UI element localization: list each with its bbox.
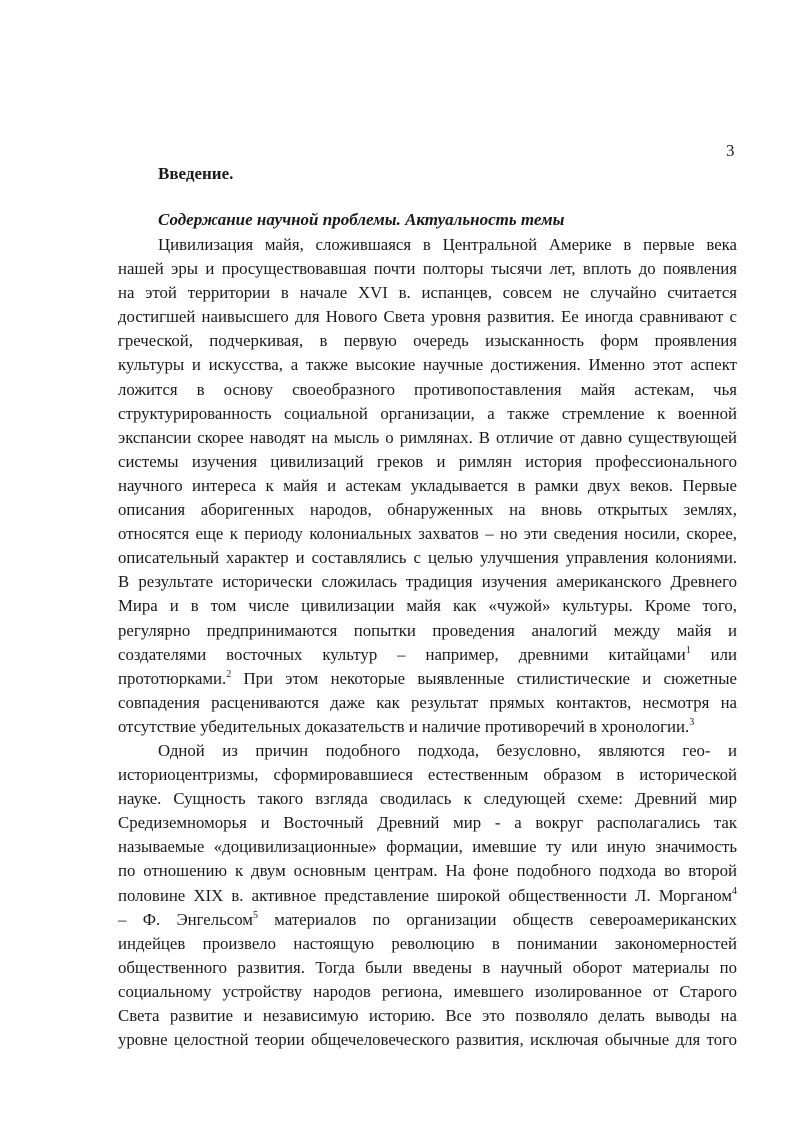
text-line-content: научного интереса к майя и астекам укладывается в рамки двух веков. Первые [118, 475, 737, 495]
text-line-content: индейцев произвело настоящую революцию в понимании закономерностей [118, 933, 737, 953]
text-line-content: – Ф. Энгельсом [118, 909, 253, 929]
text-line [118, 546, 737, 570]
text-line-continuation: При этом некоторые выявленные стилистические и сюжетные [231, 668, 737, 688]
text-line [118, 402, 737, 426]
text-line-content: историоцентризмы, сформировавшиеся естественным образом в исторической [118, 765, 737, 785]
text-line-content: В результате исторически сложилась традиция изучения американского Древнего [118, 572, 737, 592]
text-line-content: культуры и искусства, а также высокие научные достижения. Именно этот аспект [118, 355, 737, 375]
text-line [118, 305, 737, 329]
text-line [118, 594, 737, 618]
text-line [118, 329, 737, 353]
text-line [118, 667, 737, 691]
text-line [118, 835, 737, 859]
footnote-marker: 1 [685, 644, 691, 656]
text-line-content: социальному устройству народов региона, имевшего изолированное от Старого [118, 981, 737, 1001]
text-line-content: Средиземноморья и Восточный Древний мир - а вокруг располагались так [118, 813, 737, 833]
text-line-content: греческой, подчеркивая, в первую очередь изысканность форм проявления [118, 331, 737, 351]
text-line [118, 474, 737, 498]
text-line-content: структурированность социальной организации, а также стремление к военной [118, 403, 737, 423]
text-line [118, 932, 737, 956]
text-line [118, 811, 737, 835]
text-line-content: прототюрками. [118, 668, 227, 688]
text-line-content: нашей эры и просуществовавшая почти полторы тысячи лет, вплоть до появления [118, 259, 737, 279]
footnote-marker: 3 [689, 716, 695, 728]
text-line-content: Мира и в том числе цивилизации майя как «чужой» культуры. Кроме того, [118, 596, 737, 616]
section-heading: Введение. [158, 164, 234, 183]
text-line-content: ложится в основу своеобразного противопоставления майя астекам, чья [118, 379, 737, 399]
text-line-content: отсутствие убедительных доказательств и наличие противоречий в хронологии. [118, 716, 690, 736]
text-line [118, 1004, 737, 1028]
text-line [118, 426, 737, 450]
text-line-content: Одной из причин подобного подхода, безусловно, являются гео- и [158, 740, 737, 760]
text-line [118, 257, 737, 281]
text-line [118, 859, 737, 883]
text-line [118, 787, 737, 811]
text-line [118, 353, 737, 377]
text-line-content: экспансии скорее наводят на мысль о римлянах. В отличие от давно существующей [118, 427, 737, 447]
text-line-content: уровне целостной теории общечеловеческого развития, исключая обычные для того [118, 1030, 737, 1050]
text-line-content: относятся еще к периоду колониальных захватов – но эти сведения носили, скорее, [118, 524, 737, 544]
text-line [118, 956, 737, 980]
text-line-content: по отношению к двум основным центрам. На фоне подобного подхода во второй [118, 861, 737, 881]
text-line-content: регулярно предпринимаются попытки проведения аналогий между майя и [118, 620, 737, 640]
text-line-content: на этой территории в начале XVI в. испанцев, совсем не случайно считается [118, 283, 737, 303]
page-number: 3 [726, 141, 735, 160]
text-line-content: называемые «доцивилизационные» формации, имевшие ту или иную значимость [118, 837, 737, 857]
text-line [118, 450, 737, 474]
text-line-content: Цивилизация майя, сложившаяся в Центральной Америке в первые века [158, 235, 737, 254]
footnote-marker: 5 [252, 909, 258, 921]
text-line-content: совпадения расцениваются даже как результат прямых контактов, несмотря на [118, 692, 737, 712]
text-line [118, 884, 737, 908]
text-line [118, 763, 737, 787]
text-line-content: науке. Сущность такого взгляда сводилась к следующей схеме: Древний мир [118, 789, 737, 809]
text-line [118, 619, 737, 643]
text-line-content: общественного развития. Тогда были введены в научный оборот материалы по [118, 957, 737, 977]
text-line [118, 715, 737, 739]
text-line [118, 1028, 737, 1052]
footnote-marker: 4 [732, 885, 737, 897]
text-line [118, 498, 737, 522]
text-line [118, 233, 737, 257]
text-line-content: системы изучения цивилизаций греков и римлян история профессионального [118, 451, 737, 471]
text-line [118, 980, 737, 1004]
text-line-content: описательный характер и составлялись с целью улучшения управления колониями. [118, 548, 737, 568]
text-line [118, 281, 737, 305]
text-line [118, 691, 737, 715]
text-line [118, 739, 737, 763]
text-line [118, 643, 737, 667]
text-line-content: достигшей наивысшего для Нового Света уровня развития. Ее иногда сравнивают с [118, 307, 737, 327]
text-line-continuation: материалов по организации обществ североамериканских [257, 909, 737, 929]
body-text [118, 233, 737, 1052]
section-subheading: Содержание научной проблемы. Актуальность темы [158, 210, 565, 229]
text-line [118, 570, 737, 594]
footnote-marker: 2 [226, 668, 232, 680]
text-line-content: описания аборигенных народов, обнаруженных на вновь открытых землях, [118, 500, 737, 520]
text-line-content: Света развитие и независимую историю. Все это позволяло делать выводы на [118, 1006, 737, 1025]
text-line [118, 378, 737, 402]
text-line [118, 522, 737, 546]
text-line-content: создателями восточных культур – например, древними китайцами [118, 644, 686, 664]
text-line-continuation: или [690, 644, 738, 664]
text-line [118, 908, 737, 932]
text-line-content: половине XIX в. активное представление широкой общественности Л. Морганом [118, 885, 732, 905]
